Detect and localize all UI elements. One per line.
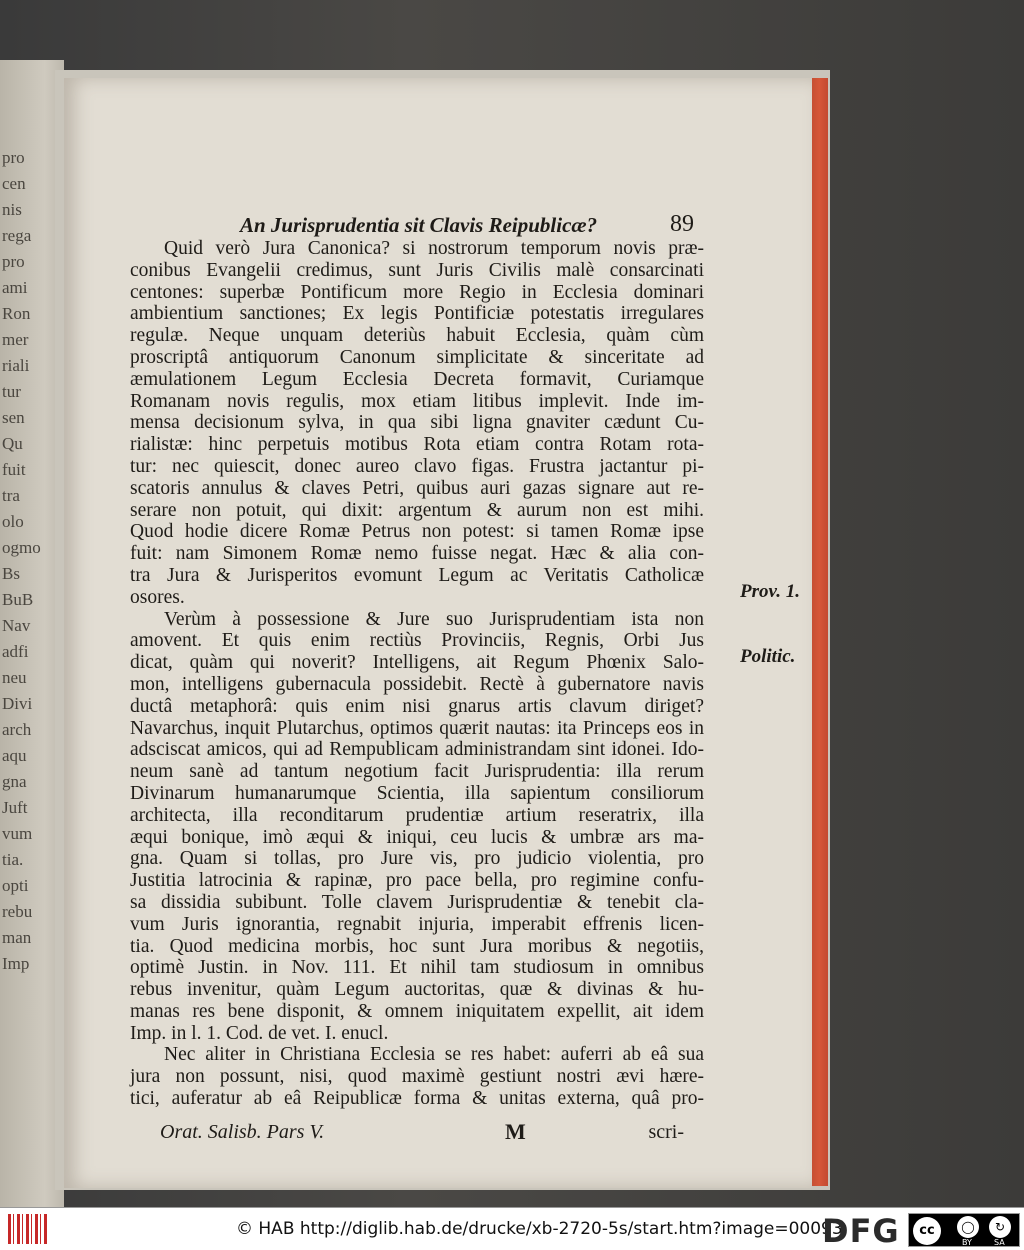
text-line: fuit: nam Simonem Romæ nemo fuisse negat. Hæc & alia con- <box>130 543 704 565</box>
text-line: æqui bonique, imò æqui & iniqui, ceu lucis & umbræ ars ma- <box>130 826 704 848</box>
text-line: Navarchus, inquit Plutarchus, optimos quærit nautas: ita Princeps eos in <box>130 717 704 739</box>
previous-page-fragment: Divi <box>2 694 33 713</box>
sa-label: SA <box>994 1238 1005 1247</box>
text-line: jura non possunt, nisi, quod maximè gestiunt nostri ævi hære- <box>130 1066 704 1088</box>
text-line: mensa decisionum sylva, in qua sibi ligna gnaviter cædunt Cu- <box>130 412 704 434</box>
text-line: æmulationem Legum Ecclesia Decreta formavit, Curiamque <box>130 368 704 390</box>
text-line: mon, intelligens gubernacula possidebit. Rectè à gubernatore navis <box>130 673 704 695</box>
text-line: conibus Evangelii credimus, sunt Juris Civilis malè consarcinati <box>130 259 704 281</box>
text-line: manas res bene disponit, & omnem iniquitatem expellit, ait idem <box>130 1000 704 1022</box>
viewer-footer <box>0 1207 1024 1250</box>
previous-page-fragment: tra <box>2 486 20 505</box>
margin-note-politic: Politic. <box>740 646 796 667</box>
previous-page-fragment: BuB <box>2 590 34 609</box>
text-line: regulæ. Neque unquam deteriùs habuit Ecclesia, quàm cùm <box>130 325 704 347</box>
previous-page-fragment: Qu <box>2 434 23 453</box>
previous-page-fragment: man <box>2 928 32 947</box>
text-line: Verùm à possessione & Jure suo Jurisprudentiam ista non <box>164 608 704 630</box>
text-line: centones: superbæ Pontificum more Regio in Ecclesia dominari <box>130 281 704 303</box>
text-line: ductâ metaphorâ: quis enim nisi gnarus artis clavum diriget? <box>130 695 704 717</box>
text-line: Justitia latrocinia & rapinæ, pro pace bella, pro regimine confu- <box>130 870 704 892</box>
previous-page-fragment: olo <box>2 512 24 531</box>
previous-page-fragment: ami <box>2 278 28 297</box>
previous-page-fragment: pro <box>2 148 25 167</box>
text-line: tici, auferatur ab eâ Reipublicæ forma & unitas externa, quâ pro- <box>130 1088 704 1110</box>
previous-page-fragment: vum <box>2 824 33 843</box>
running-title: An Jurisprudentia sit Clavis Reipublicæ? <box>240 213 598 237</box>
text-line: ambientium sanctiones; Ex legis Pontificiæ potestatis irregulares <box>130 303 704 325</box>
previous-page-fragment: cen <box>2 174 26 193</box>
previous-page-fragment: tia. <box>2 850 24 869</box>
previous-page-fragment: Juft <box>2 798 28 817</box>
dfg-logo[interactable]: DFG <box>822 1212 900 1250</box>
text-body <box>130 238 704 1110</box>
previous-page-fragment: nis <box>2 200 22 219</box>
text-line: sa dissidia subibunt. Tolle clavem Jurisprudentiæ & tenebit cla- <box>130 891 704 913</box>
text-line: neum sanè ad tantum negotium facit Jurisprudentia: illa rerum <box>130 761 704 783</box>
signature-mark: M <box>505 1119 526 1144</box>
previous-page-fragment: Bs <box>2 564 20 583</box>
previous-page-fragment: pro <box>2 252 25 271</box>
previous-page-fragment: adfi <box>2 642 29 661</box>
text-line: tra Jura & Jurisperitos evomunt Legum ac Veritatis Catholicæ <box>130 564 704 586</box>
footer-series: Orat. Salisb. Pars V. <box>160 1121 325 1143</box>
previous-page-fragment: tur <box>2 382 21 401</box>
page-footer-line <box>160 1121 688 1147</box>
text-line: optimè Justin. in Nov. 111. Et nihil tam studiosum in omnibus <box>130 957 704 979</box>
text-line: serare non potuit, qui dixit: argentum & aurum non est mihi. <box>130 499 704 521</box>
previous-page-fragment: fuit <box>2 460 26 479</box>
copyright-link[interactable]: © HAB http://diglib.hab.de/drucke/xb-2720-5s/start.htm?image=00093 <box>236 1219 843 1239</box>
text-line: Quid verò Jura Canonica? si nostrorum temporum novis præ- <box>164 238 704 259</box>
text-line: Imp. in l. 1. Cod. de vet. I. enucl. <box>130 1022 389 1044</box>
text-line: proscriptâ antiquorum Canonum simplicitate & sinceritate ad <box>130 346 704 368</box>
text-line: adsciscat amicos, qui ad Rempublicam administrandam sint idonei. Ido- <box>130 739 704 761</box>
text-line: rialistæ: hinc perpetuis motibus Rota etiam contra Rotam rota- <box>130 434 704 456</box>
page-number: 89 <box>670 211 694 237</box>
previous-page-fragment: neu <box>2 668 27 687</box>
previous-page-fragment: Ron <box>2 304 31 323</box>
text-line: amovent. Et quis enim rectiùs Provinciis, Regnis, Orbi Jus <box>130 630 704 652</box>
text-line: osores. <box>130 586 185 608</box>
text-line: Nec aliter in Christiana Ecclesia se res habet: auferri ab eâ sua <box>164 1044 704 1066</box>
text-line: architecta, illa reconditarum prudentiæ artium reseratrix, illa <box>130 804 704 826</box>
catchword: scri- <box>648 1121 684 1143</box>
barcode-icon <box>8 1214 48 1244</box>
previous-page-fragment: riali <box>2 356 30 375</box>
previous-page-fragment: mer <box>2 330 29 349</box>
previous-page-fragment: Nav <box>2 616 31 635</box>
previous-page-fragment: opti <box>2 876 29 895</box>
text-line: rebus invenitur, quàm Legum auctoritas, quæ & divinas & hu- <box>130 979 704 1001</box>
previous-page-fragment: arch <box>2 720 32 739</box>
text-line: Quod hodie dicere Romæ Petrus non potest: si tamen Romæ ipse <box>130 521 704 543</box>
previous-page-fragment: Imp <box>2 954 30 973</box>
margin-note-prov: Prov. 1. <box>740 581 800 602</box>
sa-icon: ↻ <box>989 1216 1011 1238</box>
previous-page-fragment: rebu <box>2 902 33 921</box>
text-line: gna. Quam si tollas, pro Jure vis, pro judicio violentia, pro <box>130 848 704 870</box>
previous-page-fragment: rega <box>2 226 32 245</box>
text-line: Romanam novis regulis, mox etiam litibus implevit. Inde im- <box>130 390 704 412</box>
previous-page-fragment: aqu <box>2 746 27 765</box>
text-line: scatoris annulus & claves Petri, quibus auri gazas signare aut re- <box>130 477 704 499</box>
by-label: BY <box>962 1238 972 1247</box>
book-page <box>64 78 812 1188</box>
text-line: tur: nec quiescit, donec aureo clavo figas. Frustra jactantur pi- <box>130 455 704 477</box>
previous-page-fragment: ogmo <box>2 538 41 557</box>
cc-icon: cc <box>913 1217 941 1245</box>
cc-license-badge[interactable] <box>908 1213 1020 1247</box>
text-line: vum Juris ignorantia, regnabit injuria, imperabit effrenis licen- <box>130 913 704 935</box>
text-line: tia. Quod medicina morbis, hoc sunt Jura moribus & negotiis, <box>130 935 704 957</box>
previous-page-fragment: gna <box>2 772 27 791</box>
text-line: Divinarum humanarumque Scientia, illa sapientum consiliorum <box>130 782 704 804</box>
by-icon: ◯ <box>957 1216 979 1238</box>
text-line: dicat, quàm qui noverit? Intelligens, ait Regum Phœnix Salo- <box>130 652 704 674</box>
previous-page-fragment: sen <box>2 408 25 427</box>
